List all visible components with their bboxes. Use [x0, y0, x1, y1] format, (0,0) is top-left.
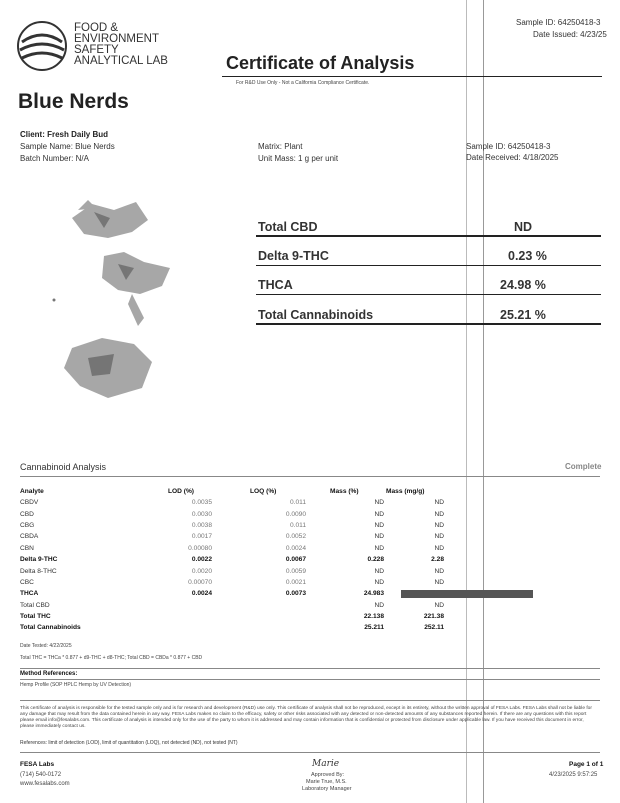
mass-pct: 0.228: [367, 556, 384, 564]
mass-mg: ND: [434, 544, 444, 552]
lab-name: FOOD & ENVIRONMENT SAFETY ANALYTICAL LAB: [74, 22, 168, 67]
disclaimer: This certificate of analysis is responsible for the tested sample only and is for research and development (R&D) use only. This certificate of analysis shall not be reproduced, except in its entirety, without the written approval of FESA Labs. FESA Labs shall not be liable for any damage that may result from the data contained herein in any way. FESA Labs makes no claim to the efficacy, safety or other risks associated with any detected or non-detected amounts of any substances reported herein. If there are any questions with this report please email info@fesalabs.com. This certificate of analysis is intended only for the use of the party to whom it is addressed and may contain information that is confidential or protected from disclosure under applicable law. If you have received this document in error, please immediately contact us.: [20, 706, 592, 729]
summary-label: Delta 9-THC: [258, 249, 329, 263]
footer-timestamp: 4/23/2025 9:57:25: [549, 772, 598, 778]
lod: [168, 611, 250, 622]
table-row: [20, 497, 450, 508]
lod: [168, 600, 250, 611]
col-mass-pct: Mass (%): [330, 488, 359, 495]
mass-pct: ND: [374, 533, 384, 541]
mass-mg: ND: [434, 578, 444, 586]
mass-pct: ND: [374, 544, 384, 552]
summary-value: 24.98 %: [500, 278, 546, 292]
table-row: [20, 600, 450, 611]
loq: 0.011: [289, 521, 306, 529]
mass-pct: ND: [374, 510, 384, 518]
loq: 0.0024: [285, 544, 306, 552]
method-title: Method References:: [20, 671, 78, 677]
approver-name: Marie True, M.S.: [306, 779, 347, 785]
summary-divider: [256, 323, 601, 325]
date-received: Date Received: 4/18/2025: [466, 153, 559, 162]
page-subtitle: For R&D Use Only - Not a California Compliance Certificate.: [236, 80, 370, 86]
analyte: Delta 8-THC: [20, 567, 57, 575]
lod: 0.00070: [188, 578, 212, 586]
table-row: [20, 508, 450, 519]
redaction-bar: [401, 590, 533, 598]
lod: 0.0017: [191, 533, 212, 541]
analyte: CBDA: [20, 533, 39, 541]
header-sample-id: Sample ID: 64250418-3: [516, 18, 601, 27]
table-row: [20, 588, 450, 599]
footer-website: www.fesalabs.com: [20, 781, 70, 787]
loq: 0.0073: [285, 590, 306, 598]
analysis-status: Complete: [565, 462, 602, 471]
summary-value: 0.23 %: [508, 249, 547, 263]
mass-mg: 252.11: [424, 624, 444, 632]
analyte: Total THC: [20, 613, 51, 621]
loq: 0.0021: [285, 578, 306, 586]
loq: [250, 611, 330, 622]
summary-label: Total CBD: [258, 220, 318, 234]
table-row: [20, 543, 450, 554]
lod: 0.0035: [191, 499, 212, 507]
approver-role: Laboratory Manager: [302, 786, 352, 792]
batch-number: Batch Number: N/A: [20, 154, 89, 163]
product-photo: [44, 198, 194, 413]
mass-pct: ND: [374, 601, 384, 609]
summary-divider: [256, 294, 601, 295]
loq: 0.0067: [285, 556, 306, 564]
analyte: CBD: [20, 510, 34, 518]
lod: 0.0038: [191, 521, 212, 529]
method-divider: [20, 668, 600, 669]
table-header-row: [20, 486, 450, 497]
lod: 0.0022: [191, 556, 212, 564]
summary-value: 25.21 %: [500, 308, 546, 322]
mass-mg: ND: [434, 533, 444, 541]
lod: 0.0020: [191, 567, 212, 575]
table-row: [20, 611, 450, 622]
date-tested: Date Tested: 4/22/2025: [20, 643, 72, 649]
analyte: Total Cannabinoids: [20, 624, 81, 632]
loq: 0.0090: [285, 510, 306, 518]
page-number: Page 1 of 1: [569, 761, 604, 768]
col-lod: LOD (%): [168, 488, 195, 495]
col-analyte: Analyte: [20, 488, 44, 495]
mass-mg: ND: [434, 510, 444, 518]
col-mass-mg: Mass (mg/g): [386, 488, 425, 495]
summary-value: ND: [514, 220, 533, 234]
footer-lab-name: FESA Labs: [20, 761, 55, 768]
info-sample-id: Sample ID: 64250418-3: [466, 142, 551, 151]
summary-divider: [256, 235, 601, 237]
mass-pct: 24.983: [363, 590, 384, 598]
signature: Marie: [312, 759, 340, 769]
loq: [250, 600, 330, 611]
analyte: CBN: [20, 544, 34, 552]
lod: 0.0024: [191, 590, 212, 598]
unit-mass: Unit Mass: 1 g per unit: [258, 154, 339, 163]
method-text: Hemp Profile (SOP HPLC Hemp by UV Detection): [20, 682, 132, 688]
analyte: CBC: [20, 578, 34, 586]
lod: 0.00080: [188, 544, 212, 552]
mass-mg: ND: [434, 567, 444, 575]
table-row: [20, 520, 450, 531]
scan-line: [483, 0, 484, 803]
matrix: Matrix: Plant: [258, 142, 303, 151]
analyte: Total CBD: [20, 601, 50, 609]
analysis-table: [20, 486, 450, 634]
mass-mg: ND: [434, 601, 444, 609]
title-underline: [222, 76, 602, 77]
summary-label: THCA: [258, 278, 293, 292]
table-row: [20, 565, 450, 576]
analyte: THCA: [20, 590, 39, 598]
client-name: Client: Fresh Daily Bud: [20, 130, 109, 139]
lod: 0.0030: [191, 510, 212, 518]
disclaimer-divider: [20, 700, 600, 701]
lod: [168, 622, 250, 633]
approved-by: Approved By:: [311, 772, 345, 778]
mass-pct: ND: [374, 567, 384, 575]
footer-divider: [20, 752, 600, 753]
analyte: Delta 9-THC: [20, 556, 58, 564]
table-row: [20, 577, 450, 588]
mass-mg: ND: [434, 521, 444, 529]
lab-logo-icon: [16, 20, 68, 72]
summary-label: Total Cannabinoids: [258, 308, 374, 322]
loq: [250, 622, 330, 633]
mass-pct: ND: [374, 578, 384, 586]
analysis-divider: [20, 476, 600, 477]
method-divider: [20, 679, 600, 680]
mass-mg: 221.38: [423, 613, 444, 621]
footer-phone: (714) 540-0172: [20, 772, 62, 778]
mass-pct: 22.138: [363, 613, 384, 621]
mass-pct: ND: [374, 499, 384, 507]
analyte: CBDV: [20, 499, 39, 507]
mass-mg: 2.28: [431, 556, 444, 564]
scan-line: [466, 0, 467, 803]
page-title: Certificate of Analysis: [226, 53, 415, 73]
summary-divider: [256, 265, 601, 266]
mass-pct: 25.211: [364, 624, 384, 632]
mass-mg: ND: [434, 499, 444, 507]
product-name: Blue Nerds: [18, 90, 129, 113]
references: References: limit of detection (LOD), limit of quantitation (LOQ), not detected (ND), not tested (NT): [20, 740, 238, 746]
total-formula: Total THC = THCa * 0.877 + d9-THC + d8-THC; Total CBD = CBDa * 0.877 + CBD: [20, 655, 203, 661]
analyte: CBG: [20, 521, 35, 529]
table-row: [20, 622, 450, 633]
sample-name: Sample Name: Blue Nerds: [20, 142, 115, 151]
loq: 0.0059: [285, 567, 306, 575]
header-date-issued: Date Issued: 4/23/25: [533, 30, 607, 39]
loq: 0.011: [289, 499, 306, 507]
table-row: [20, 554, 450, 565]
mass-pct: ND: [374, 521, 384, 529]
loq: 0.0052: [285, 533, 306, 541]
col-loq: LOQ (%): [250, 488, 277, 495]
analysis-title: Cannabinoid Analysis: [20, 462, 107, 472]
table-row: [20, 531, 450, 542]
